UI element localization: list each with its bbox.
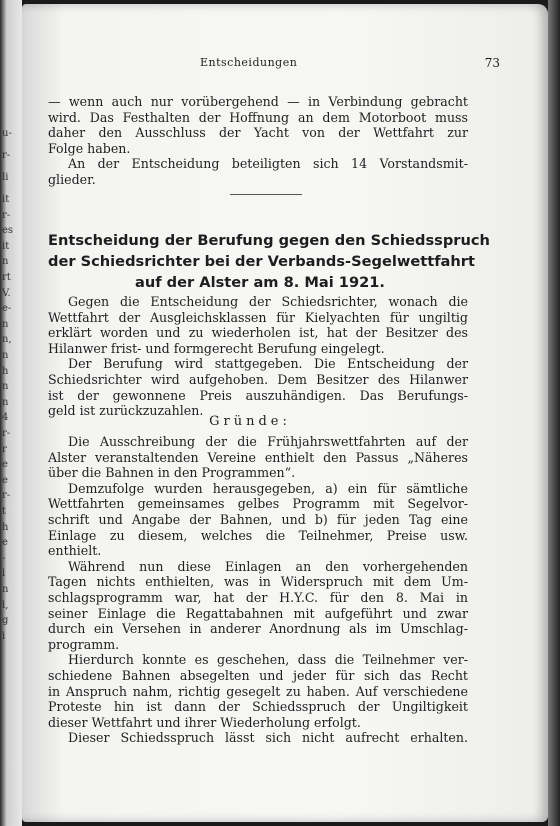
text-line: Wettfahrten gemeinsames gelbes Programm mit Segelvor- xyxy=(48,496,468,512)
text-line: wird. Das Festhalten der Hoffnung an dem Motorboot muss xyxy=(48,109,468,125)
margin-fragment: rt xyxy=(2,272,11,283)
heading-line: der Schiedsrichter bei der Verbands-Segelwettfahrt xyxy=(48,253,475,270)
text-line: enthielt. xyxy=(48,543,102,559)
margin-fragment: e xyxy=(2,459,8,471)
text-line: Hilanwer frist- und formgerecht Berufung eingelegt. xyxy=(48,340,385,356)
text-line: Hierdurch konnte es geschehen, dass die Teilnehmer ver- xyxy=(68,652,468,668)
margin-fragment: t xyxy=(2,506,7,517)
margin-fragment: it xyxy=(2,240,10,252)
text-line: An der Entscheidung beteiligten sich 14 Vorstandsmit- xyxy=(68,156,468,172)
text-line: in Anspruch nahm, richtig gesegelt zu haben. Auf verschiedene xyxy=(48,683,468,699)
margin-fragment: it xyxy=(2,194,10,205)
text-line: geld ist zurückzuzahlen. xyxy=(48,403,204,419)
margin-fragment: l, xyxy=(2,599,9,611)
text-line: Tagen nichts enthielten, was in Widerspruch mit dem Um- xyxy=(48,574,468,590)
text-line: Der Berufung wird stattgegeben. Die Entscheidung der xyxy=(68,356,468,372)
margin-fragment: - xyxy=(2,552,6,564)
margin-fragment: V. xyxy=(2,287,11,299)
margin-fragment: 4 xyxy=(2,412,9,424)
running-header xyxy=(22,56,548,72)
text-line: durch ein Versehen in anderer Anordnung als im Umschlag- xyxy=(48,621,468,637)
heading-line: auf der Alster am 8. Mai 1921. xyxy=(135,274,385,291)
margin-fragment: e- xyxy=(2,303,12,315)
margin-fragment: n xyxy=(2,396,9,408)
text-line: Wettfahrt der Ausgleichsklassen für Kielyachten für ungiltig xyxy=(48,309,468,325)
page-number: 73 xyxy=(484,56,500,70)
text-line: Demzufolge wurden herausgegeben, a) ein für sämtliche xyxy=(68,480,468,496)
margin-fragment: e xyxy=(2,537,8,549)
margin-fragment: r- xyxy=(2,150,11,161)
margin-fragment: u- xyxy=(2,128,12,139)
decision-paragraph xyxy=(48,294,468,419)
margin-fragment: l xyxy=(2,568,6,580)
margin-fragment: h xyxy=(2,365,9,377)
margin-fragment: n xyxy=(2,256,9,268)
section-divider xyxy=(230,194,302,195)
book-page xyxy=(22,4,548,822)
text-line: schiedene Bahnen absegelten und jeder für sich das Recht xyxy=(48,667,468,683)
margin-fragment: li xyxy=(2,172,9,183)
grounds-text xyxy=(48,434,468,746)
text-line: — wenn auch nur vorübergehend — in Verbindung gebracht xyxy=(48,94,468,109)
text-line: Dieser Schiedsspruch lässt sich nicht aufrecht erhalten. xyxy=(68,730,468,746)
text-line: glieder. xyxy=(48,171,96,187)
margin-fragment: r xyxy=(2,443,7,455)
margin-fragment: es xyxy=(2,225,14,237)
text-line: Proteste hin ist dann der Schiedsspruch der Ungiltigkeit xyxy=(48,699,468,715)
margin-fragment: n xyxy=(2,318,9,330)
text-line: programm. xyxy=(48,636,120,652)
text-line: ist der gewonnene Preis auszuhändigen. Das Berufungs- xyxy=(48,387,468,403)
right-page-shadow xyxy=(548,0,560,826)
margin-fragment: n xyxy=(2,584,9,595)
text-line: Gegen die Entscheidung der Schiedsrichter, wonach die xyxy=(68,294,468,309)
margin-fragment: r- xyxy=(2,490,11,502)
margin-fragment: n xyxy=(2,381,9,393)
section-heading xyxy=(48,230,490,293)
margin-fragment: r- xyxy=(2,209,11,221)
text-line: Während nun diese Einlagen an den vorhergehenden xyxy=(68,558,468,574)
text-line: schrift und Angabe der Bahnen, und b) für jeden Tag eine xyxy=(48,511,468,527)
margin-fragment: i xyxy=(2,630,6,642)
text-line: Die Ausschreibung der die Frühjahrswettfahrten auf der xyxy=(68,434,468,449)
text-line: über die Bahnen in den Programmen“. xyxy=(48,465,296,481)
margin-fragment: n xyxy=(2,350,9,361)
left-page-edge xyxy=(0,0,22,826)
text-line: seiner Einlage die Regattabahnen mit aufgeführt und zwar xyxy=(48,605,468,621)
text-line: daher den Ausschluss der Yacht von der Wettfahrt zur xyxy=(48,125,468,141)
grounds-title: Gründe: xyxy=(209,414,291,429)
text-line: schlagsprogramm war, hat der H.Y.C. für den 8. Mai in xyxy=(48,589,468,605)
text-line: Alster veranstaltenden Vereine enthielt den Passus „Näheres xyxy=(48,449,468,465)
intro-paragraph xyxy=(48,94,468,188)
text-line: Schiedsrichter wird aufgehoben. Dem Besitzer des Hilanwer xyxy=(48,371,468,387)
margin-fragment: r- xyxy=(2,428,11,439)
text-line: dieser Wettfahrt und ihrer Wiederholung erfolgt. xyxy=(48,714,361,730)
text-line: Einlage zu diesem, welches die Teilnehmer, Preise usw. xyxy=(48,527,468,543)
margin-fragment: e xyxy=(2,474,8,486)
margin-fragment: n, xyxy=(2,334,12,346)
margin-fragment: h xyxy=(2,521,9,533)
margin-fragment: g xyxy=(2,615,9,627)
text-line: erklärt worden und zu wiederholen ist, hat der Besitzer des xyxy=(48,325,468,341)
heading-line: Entscheidung der Berufung gegen den Schiedsspruch xyxy=(48,232,490,249)
text-line: Folge haben. xyxy=(48,140,131,156)
running-title: Entscheidungen xyxy=(200,56,298,69)
